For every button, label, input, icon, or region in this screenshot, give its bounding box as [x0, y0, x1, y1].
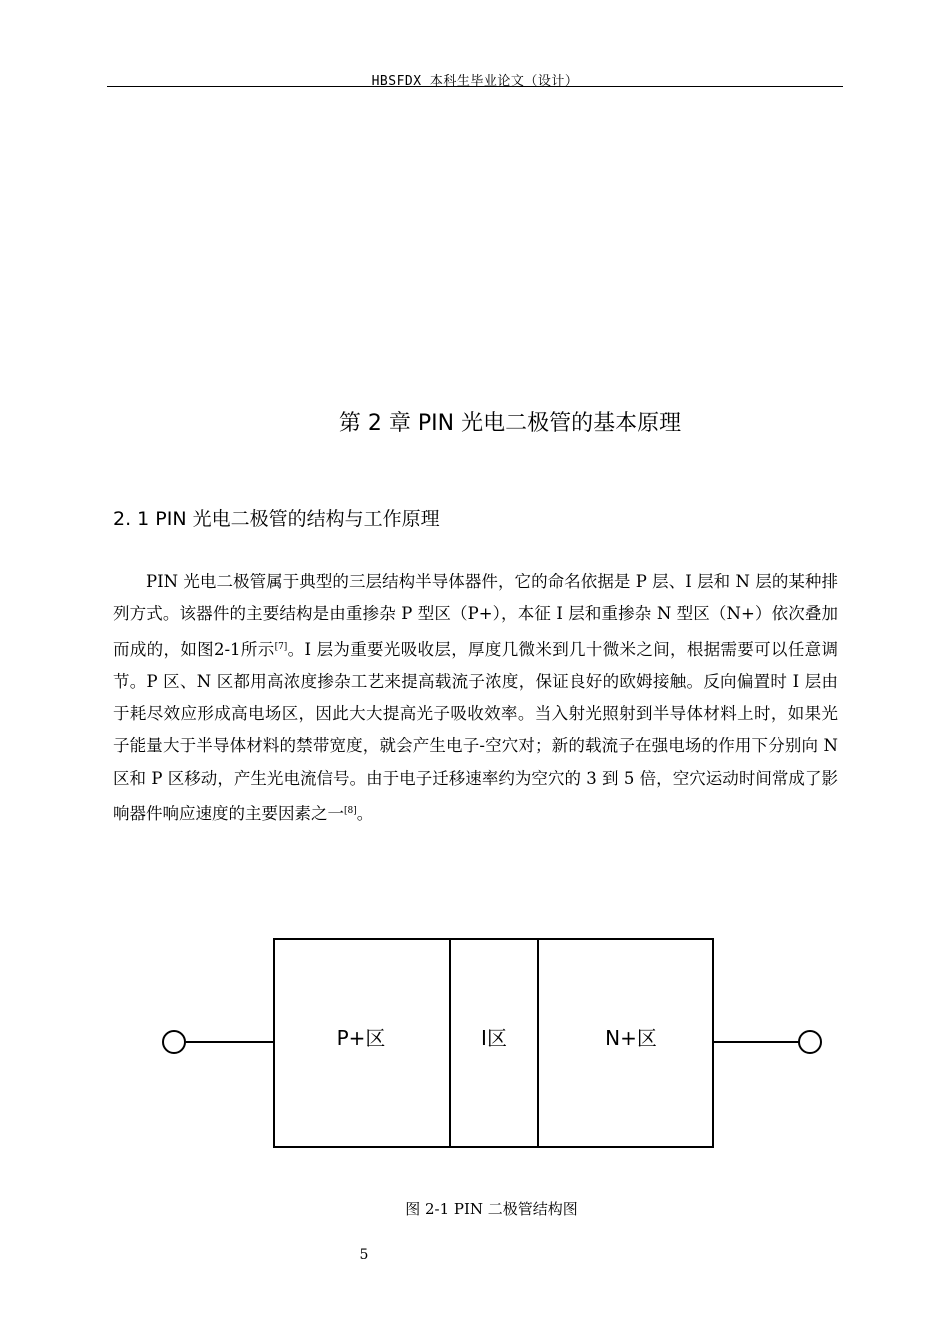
running-header: HBSFDX 本科生毕业论文（设计） — [371, 74, 579, 89]
body-text-part1: PIN 光电二极管属于典型的三层结构半导体器件，它的命名依据是 P 层、I 层和 N 层的某种排列方式。该器件的主要结构是由重掺杂 P 型区（P+），本征 I 层和重掺杂 N 型区（N+）依次叠加而成的，如图2-1所示 — [113, 572, 838, 659]
pin-structure-diagram — [150, 920, 830, 1170]
chapter-title: 第 2 章 PIN 光电二极管的基本原理 — [338, 411, 682, 436]
body-text-part2: 。I 层为重要光吸收层，厚度几微米到几十微米之间，根据需要可以任意调节。P 区、N 区都用高浓度掺杂工艺来提高载流子浓度，保证良好的欧姆接触。反向偏置时 I 层由于耗尽效应形成高电场区，因此大大提高光子吸收效率。当入射光照射到半导体材料上时，如果光子能量大于半导体材料的禁带宽度，就会产生电子-空穴对；新的载流子在强电场的作用下分别向 N 区和 P 区移动，产生光电流信号。由于电子迁移速率约为空穴的 3 到 5 倍，空穴运动时间常成了影响器件响应速度的主要因素之一 — [113, 639, 839, 824]
region-p-label: P+区 — [336, 1026, 386, 1050]
right-terminal — [799, 1031, 821, 1053]
figure-caption: 图 2-1 PIN 二极管结构图 — [405, 1200, 578, 1218]
body-paragraph — [113, 566, 838, 830]
region-i-label: I区 — [481, 1026, 507, 1050]
page-number: 5 — [359, 1247, 369, 1263]
citation-7: [7] — [274, 641, 288, 652]
region-n-label: N+区 — [605, 1026, 657, 1050]
left-terminal — [163, 1031, 185, 1053]
body-text-part3: 。 — [356, 804, 374, 824]
header-rule — [107, 86, 843, 87]
citation-8: [8] — [344, 806, 357, 817]
section-title: 2. 1 PIN 光电二极管的结构与工作原理 — [113, 508, 440, 530]
